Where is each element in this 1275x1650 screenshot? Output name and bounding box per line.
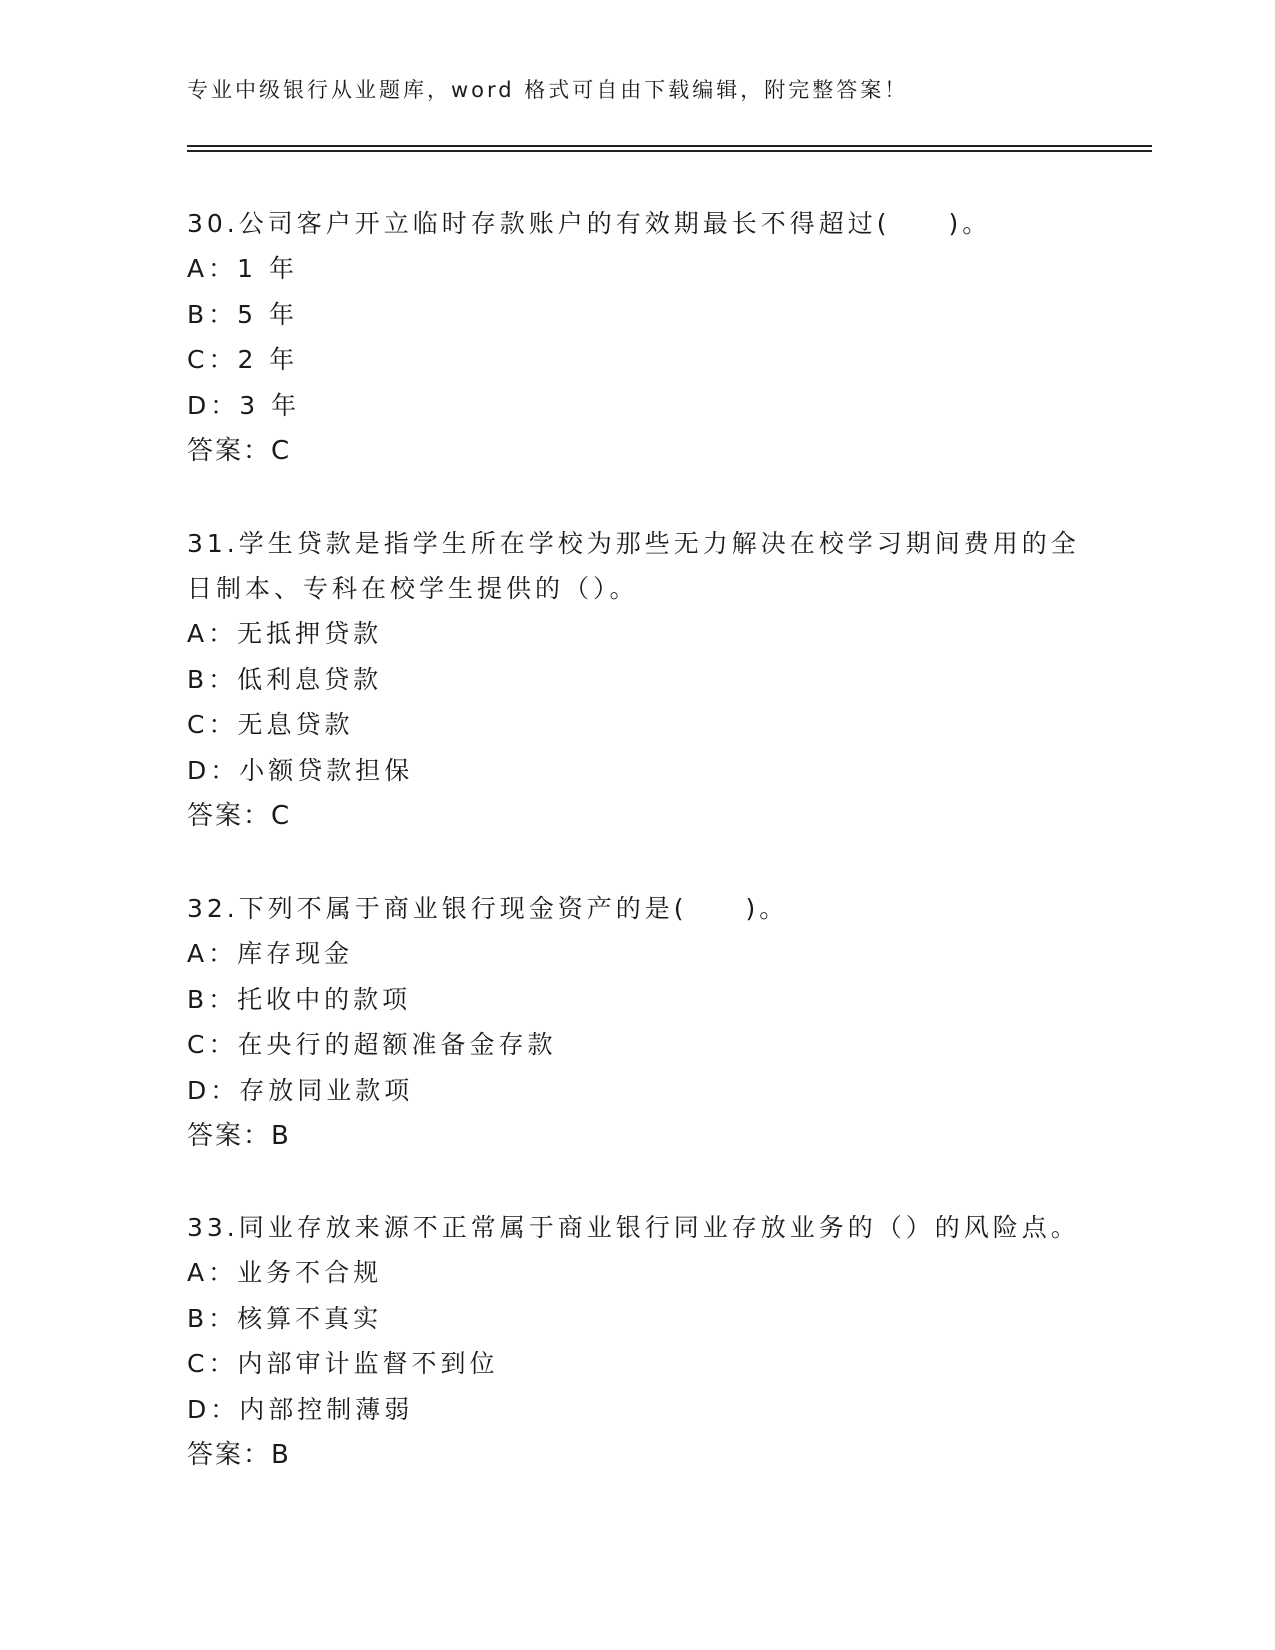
option-c: C：内部审计监督不到位 (187, 1349, 499, 1378)
answer-line: 答案：C (187, 436, 292, 466)
option-a: A：业务不合规 (187, 1258, 383, 1287)
option-b: B：核算不真实 (187, 1303, 383, 1333)
option-d: D：内部控制薄弱 (187, 1394, 414, 1424)
answer-line: 答案：B (187, 1121, 291, 1151)
question-stem: 33.同业存放来源不正常属于商业银行同业存放业务的（）的风险点。 (187, 1213, 1080, 1242)
option-b: B：5 年 (187, 299, 299, 329)
header-text: 专业中级银行从业题库，word 格式可自由下载编辑，附完整答案！ (187, 78, 909, 102)
option-a: A：1 年 (187, 254, 298, 283)
option-d: D：3 年 (187, 390, 301, 420)
option-c: C：在央行的超额准备金存款 (187, 1030, 557, 1059)
question-stem: 30.公司客户开立临时存款账户的有效期最长不得超过( )。 (187, 209, 992, 238)
option-d: D：存放同业款项 (187, 1075, 414, 1105)
option-d: D：小额贷款担保 (187, 755, 414, 785)
option-a: A：库存现金 (187, 939, 354, 968)
question-31 (187, 521, 1087, 839)
option-b: B：托收中的款项 (187, 984, 412, 1014)
header-rule-top (187, 145, 1152, 147)
question-stem: 31.学生贷款是指学生所在学校为那些无力解决在校学习期间费用的全日制本、专科在校学生提供的（）。 (187, 529, 1080, 603)
option-b: B：低利息贷款 (187, 664, 383, 694)
answer-line: 答案：B (187, 1440, 291, 1470)
option-c: C：2 年 (187, 345, 299, 374)
option-a: A：无抵押贷款 (187, 619, 383, 648)
question-33 (187, 1205, 1087, 1478)
option-c: C：无息贷款 (187, 710, 354, 739)
header-rule-bottom (187, 150, 1152, 152)
question-30 (187, 201, 1087, 474)
question-stem: 32.下列不属于商业银行现金资产的是( )。 (187, 894, 789, 923)
answer-line: 答案：C (187, 801, 292, 831)
question-32 (187, 886, 1087, 1159)
